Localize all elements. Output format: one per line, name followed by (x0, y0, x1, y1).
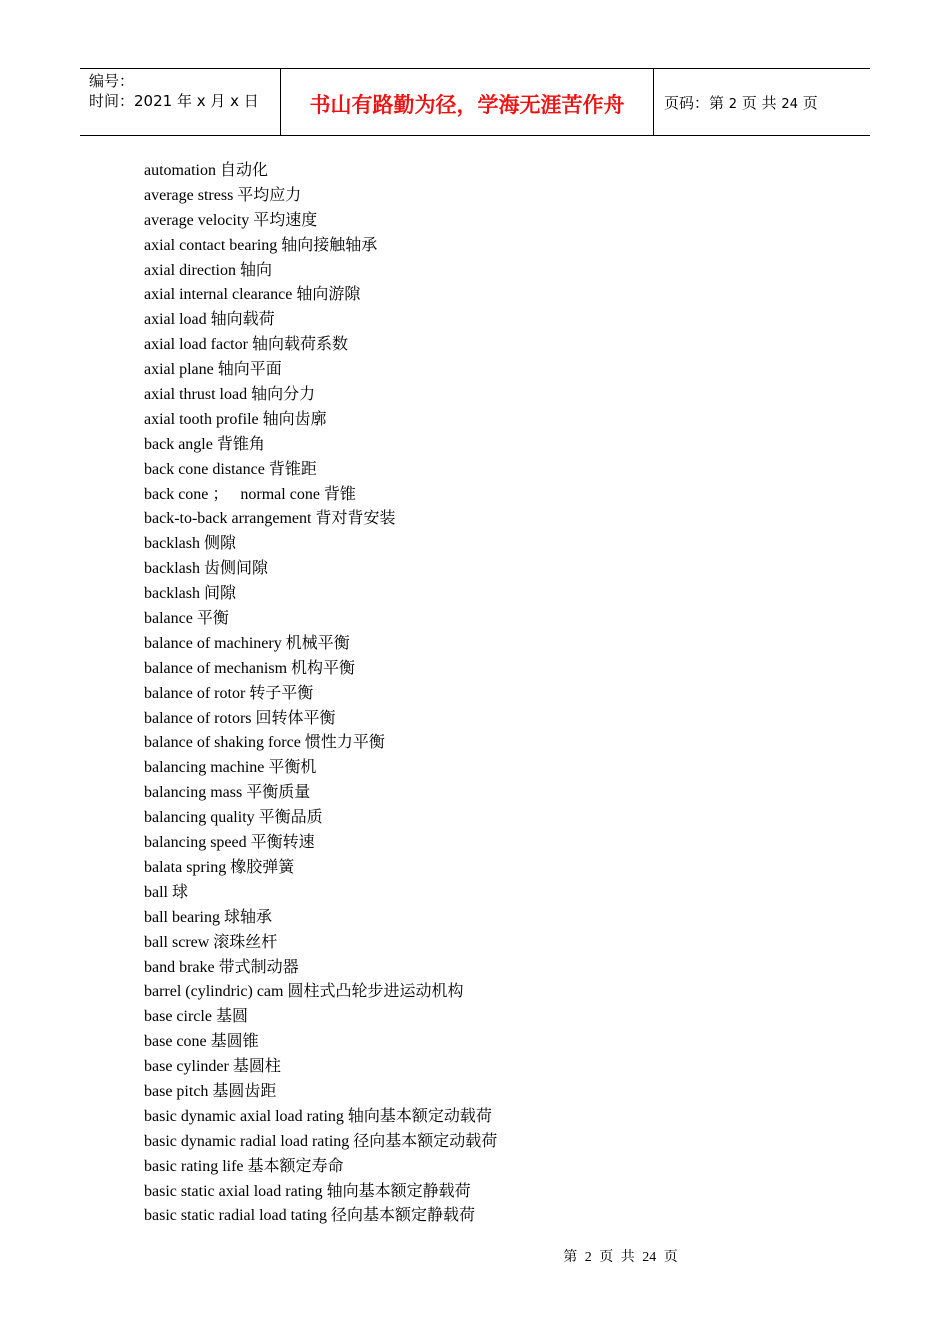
motto-text: 书山有路勤为径，学海无涯苦作舟 (309, 93, 625, 117)
glossary-entry: basic dynamic axial load rating 轴向基本额定动载荷 (144, 1107, 492, 1125)
glossary-entry: backlash 齿侧间隙 (144, 560, 268, 578)
page-label-suffix: 页 (802, 94, 818, 112)
glossary-entry: balata spring 橡胶弹簧 (144, 858, 295, 876)
glossary-entry: basic static axial load rating 轴向基本额定静载荷 (144, 1182, 471, 1200)
header-motto (281, 69, 654, 135)
glossary-entry: back angle 背锥角 (144, 435, 265, 453)
header-page-info (654, 69, 870, 135)
glossary-entry: back cone distance 背锥距 (144, 460, 317, 478)
glossary-entry: base circle 基圆 (144, 1008, 248, 1026)
glossary-entry: balancing quality 平衡品质 (144, 809, 323, 827)
glossary-entry: backlash 间隙 (144, 585, 236, 603)
glossary-entry: basic rating life 基本额定寿命 (144, 1157, 344, 1175)
glossary-entry: back cone ； normal cone 背锥 (144, 485, 356, 503)
glossary-entry: basic static radial load tating 径向基本额定静载荷 (144, 1207, 476, 1225)
glossary-entry: balance of rotors 回转体平衡 (144, 709, 336, 727)
glossary-entry: ball bearing 球轴承 (144, 908, 272, 926)
glossary-entry: back-to-back arrangement 背对背安装 (144, 510, 396, 528)
glossary-entry: balance of shaking force 惯性力平衡 (144, 734, 385, 752)
glossary-entry: axial load factor 轴向载荷系数 (144, 336, 348, 354)
glossary-entry: band brake 带式制动器 (144, 958, 299, 976)
glossary-entry: average stress 平均应力 (144, 186, 302, 204)
glossary-entry: axial plane 轴向平面 (144, 361, 282, 379)
date-label: 时间：2021 年 x 月 x 日 (89, 92, 259, 110)
glossary-entry: axial thrust load 轴向分力 (144, 386, 316, 404)
glossary-entry: ball 球 (144, 883, 188, 901)
glossary-entry: basic dynamic radial load rating 径向基本额定动载荷 (144, 1132, 498, 1150)
glossary-entry: average velocity 平均速度 (144, 211, 318, 229)
header-meta (80, 69, 281, 135)
glossary-entry: axial tooth profile 轴向齿廓 (144, 410, 327, 428)
number-label: 编号： (89, 72, 135, 90)
glossary-entry: axial direction 轴向 (144, 261, 272, 279)
page-label-mid: 页 共 (741, 94, 777, 112)
glossary-entry: balance of machinery 机械平衡 (144, 634, 350, 652)
glossary-entry: balancing machine 平衡机 (144, 759, 317, 777)
glossary-entry: ball screw 滚珠丝杆 (144, 933, 278, 951)
glossary-entry: balance 平衡 (144, 610, 229, 628)
page-footer: 第 2 页 共 24 页 (563, 1250, 678, 1265)
glossary-entry: balancing speed 平衡转速 (144, 834, 315, 852)
glossary-entry: balance of mechanism 机构平衡 (144, 659, 356, 677)
glossary-entry: barrel (cylindric) cam 圆柱式凸轮步进运动机构 (144, 983, 464, 1001)
glossary-entry: base cylinder 基圆柱 (144, 1058, 281, 1076)
glossary-entry: axial load 轴向载荷 (144, 311, 275, 329)
glossary-list (144, 159, 497, 1229)
page-current: 2 (728, 97, 738, 112)
glossary-entry: backlash 侧隙 (144, 535, 236, 553)
glossary-entry: balance of rotor 转子平衡 (144, 684, 314, 702)
page-header (80, 68, 870, 136)
glossary-entry: base pitch 基圆齿距 (144, 1082, 277, 1100)
glossary-entry: axial contact bearing 轴向接触轴承 (144, 236, 378, 254)
glossary-entry: balancing mass 平衡质量 (144, 784, 311, 802)
glossary-entry: base cone 基圆锥 (144, 1033, 259, 1051)
page-label-prefix: 页码：第 (664, 94, 725, 112)
glossary-entry: axial internal clearance 轴向游隙 (144, 286, 361, 304)
page-total: 24 (781, 97, 798, 112)
glossary-entry: automation 自动化 (144, 162, 268, 179)
